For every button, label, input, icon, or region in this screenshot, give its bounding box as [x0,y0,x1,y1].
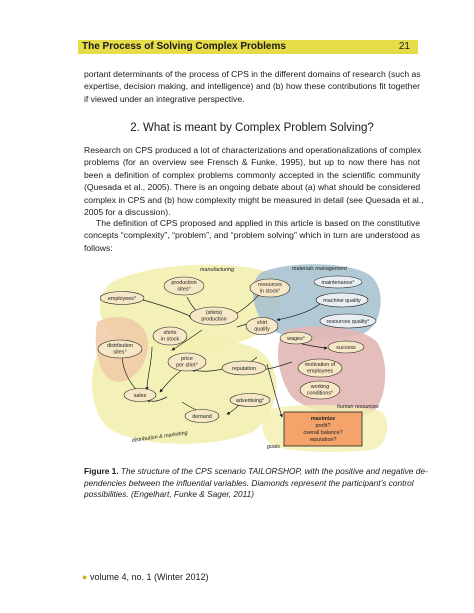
svg-text:success: success [336,345,356,351]
caption-line: The structure of the CPS scenario TAILORSHOP, with the positive and negative de- [118,466,428,476]
node-price-per-shirt [168,353,206,371]
node-sales [124,389,156,402]
svg-text:price: price [181,356,193,362]
svg-text:maintenance°: maintenance° [321,280,355,286]
svg-text:resources quality°: resources quality° [326,319,370,325]
node-advertising [230,394,270,407]
node-maintenance [314,276,362,288]
svg-text:resources: resources [258,282,282,288]
node-wages [280,332,312,344]
svg-text:motivation of: motivation of [304,362,336,368]
node-shirt-quality [246,318,278,335]
svg-text:working: working [310,384,330,390]
text-line: been a definition of complex problems commonly accepted in the scientific community [84,169,420,180]
goal-box [284,412,362,446]
node-shirts-production [190,307,238,325]
label-materials: materials management [292,266,347,272]
svg-text:quality: quality [254,326,270,333]
section-heading: 2. What is meant by Complex Problem Solving? [130,122,374,134]
label-manufacturing: manufacturing [200,267,235,273]
node-distribution-sites [98,340,142,358]
node-reputation [222,361,266,375]
svg-text:employees: employees [306,368,334,375]
text-line: (Quesada et al., 2005). There is an ongoing debate about (a) what should be considered [84,182,421,193]
svg-text:sites°: sites° [177,286,191,293]
text-line: if viewed under an integrative perspective. [84,93,245,104]
caption-line: possibilities. (Engelhart, Funke & Sager, 2011) [84,489,255,500]
paragraph-cps-definition [84,217,420,254]
svg-text:in stock°: in stock° [259,288,281,295]
node-motivation [298,359,342,377]
svg-text:employees°: employees° [107,296,137,302]
page-number: 21 [398,41,410,52]
svg-text:sales: sales [133,393,147,399]
journal-footer [82,572,209,582]
svg-text:overall balance?: overall balance? [303,430,343,436]
tailorshop-diagram [92,262,397,452]
svg-text:conditions°: conditions° [306,390,334,397]
node-resources-in-stock [250,279,290,297]
text-line: concepts “complexity”, “problem”, and “problem solving” which in turn are understood as [84,230,420,241]
figure-label: Figure 1. [84,466,119,476]
svg-text:reputation?: reputation? [309,437,337,443]
svg-text:in stock: in stock [160,336,180,343]
svg-text:maximize: maximize [310,416,336,422]
svg-text:demand: demand [192,414,212,420]
node-machine-quality [316,293,368,307]
label-human: human resources [337,404,379,410]
text-line: 2005 for a discussion). [84,207,171,218]
node-working-conditions [300,381,340,399]
node-resources-quality [320,314,376,328]
footer-bullet-icon: ● [82,572,88,582]
text-line: problems (for an overview see Frensch & Funke, 1995), but up to now there has not [84,157,420,168]
node-production-sites [164,277,204,295]
svg-text:advertising°: advertising° [235,398,265,404]
svg-text:distribution: distribution [106,343,134,349]
svg-text:(shirts): (shirts) [205,310,223,316]
label-distribution: distribution & marketing [131,430,189,444]
label-goals: goals [267,444,280,450]
text-line: complex in CPS and (b) how complexity might be measured in detail (see Quesada et al., [84,194,424,205]
text-line: Research on CPS produced a lot of characterizations and operationalizations of complex [84,145,422,155]
node-employees [100,292,144,305]
intro-paragraph [84,68,420,105]
text-line: portant determinants of the process of CPS in the different domains of research (such as [84,69,421,79]
svg-text:sites°: sites° [113,349,127,356]
footer-text: volume 4, no. 1 (Winter 2012) [89,572,209,582]
paragraph-definition-debate [84,144,424,218]
node-demand [185,410,219,423]
running-header-title: The Process of Solving Complex Problems [82,41,286,52]
svg-text:per shirt°: per shirt° [176,362,198,369]
node-shirts-in-stock [153,327,187,345]
text-line: expertise, decision making, and intelligence) and (b) how these contributions fit together [84,81,420,92]
node-success [328,341,364,353]
caption-line: pendencies between the influential variables. Diamonds represent the participant’s control [84,477,414,488]
svg-text:shirt: shirt [256,320,268,326]
svg-text:profit?: profit? [315,423,331,429]
svg-text:production: production [201,316,227,323]
svg-text:reputation: reputation [232,366,256,372]
text-line: The definition of CPS proposed and applied in this article is based on the constitutive [96,218,420,228]
text-line: follows: [84,242,113,253]
svg-text:production: production [171,280,197,286]
svg-text:shirts: shirts [163,330,177,336]
figure-caption [84,466,428,501]
svg-text:machine quality: machine quality [323,298,361,304]
svg-text:wages°: wages° [287,336,305,342]
